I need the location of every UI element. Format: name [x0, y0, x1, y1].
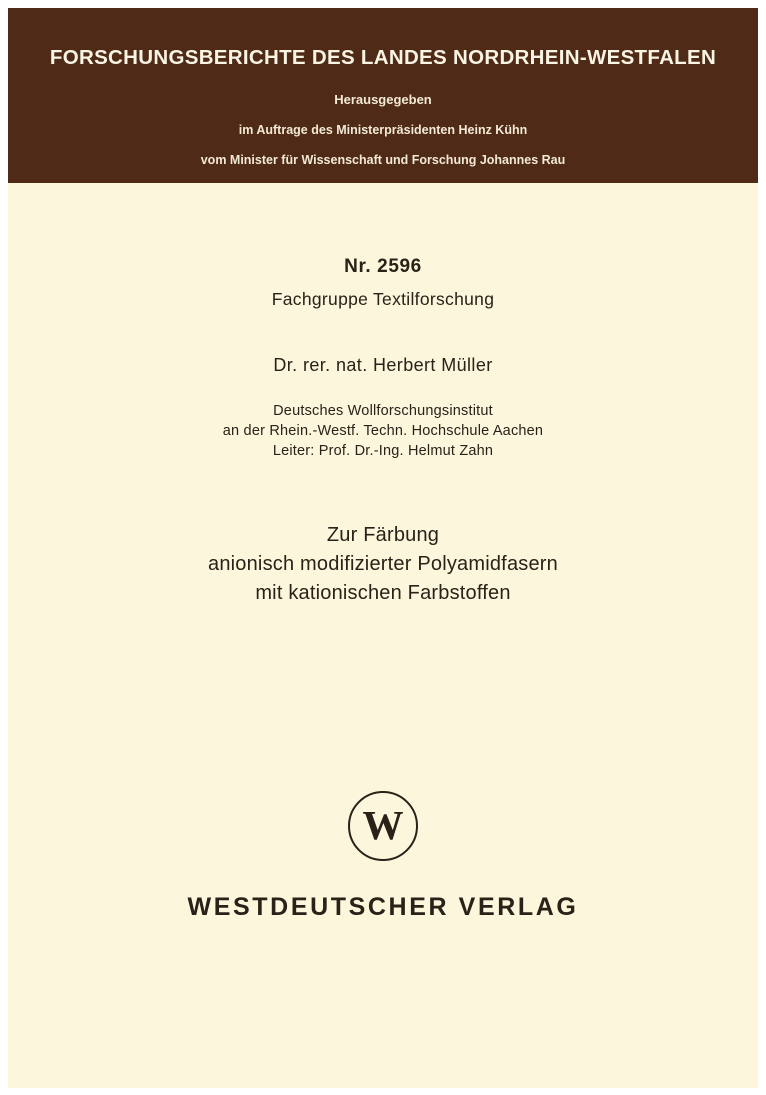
- title-line-2: anionisch modifizierter Polyamidfasern: [208, 553, 558, 575]
- publisher-logo: [8, 791, 758, 866]
- series-number: Nr. 2596: [344, 256, 422, 277]
- minister-research-line: vom Minister für Wissenschaft und Forschung Johannes Rau: [200, 153, 566, 167]
- cover-body: [8, 183, 758, 1088]
- affiliation-line-3: Leiter: Prof. Dr.-Ing. Helmut Zahn: [272, 443, 494, 459]
- affiliation-line-2: an der Rhein.-Westf. Techn. Hochschule Aachen: [222, 423, 544, 439]
- series-header-title: FORSCHUNGSBERICHTE DES LANDES NORDRHEIN-WESTFALEN: [49, 46, 717, 69]
- title-line-3: mit kationischen Farbstoffen: [255, 582, 511, 604]
- logo-letter: W: [362, 802, 404, 848]
- title-line-1: Zur Färbung: [326, 524, 440, 546]
- author-name: Dr. rer. nat. Herbert Müller: [273, 355, 493, 375]
- affiliation-info: [8, 401, 758, 461]
- book-cover: [8, 8, 758, 1088]
- minister-president-line: im Auftrage des Ministerpräsidenten Heinz Kühn: [238, 123, 528, 137]
- author-info: [8, 355, 758, 376]
- cover-header-band: [8, 8, 758, 183]
- logo-circle-icon: [348, 791, 418, 861]
- publisher-name: WESTDEUTSCHER VERLAG: [187, 893, 579, 921]
- editor-label: Herausgegeben: [334, 92, 432, 107]
- series-group: Fachgruppe Textilforschung: [271, 289, 495, 309]
- page-title: [8, 521, 758, 608]
- affiliation-line-1: Deutsches Wollforschungsinstitut: [273, 403, 493, 419]
- series-info: [8, 256, 758, 310]
